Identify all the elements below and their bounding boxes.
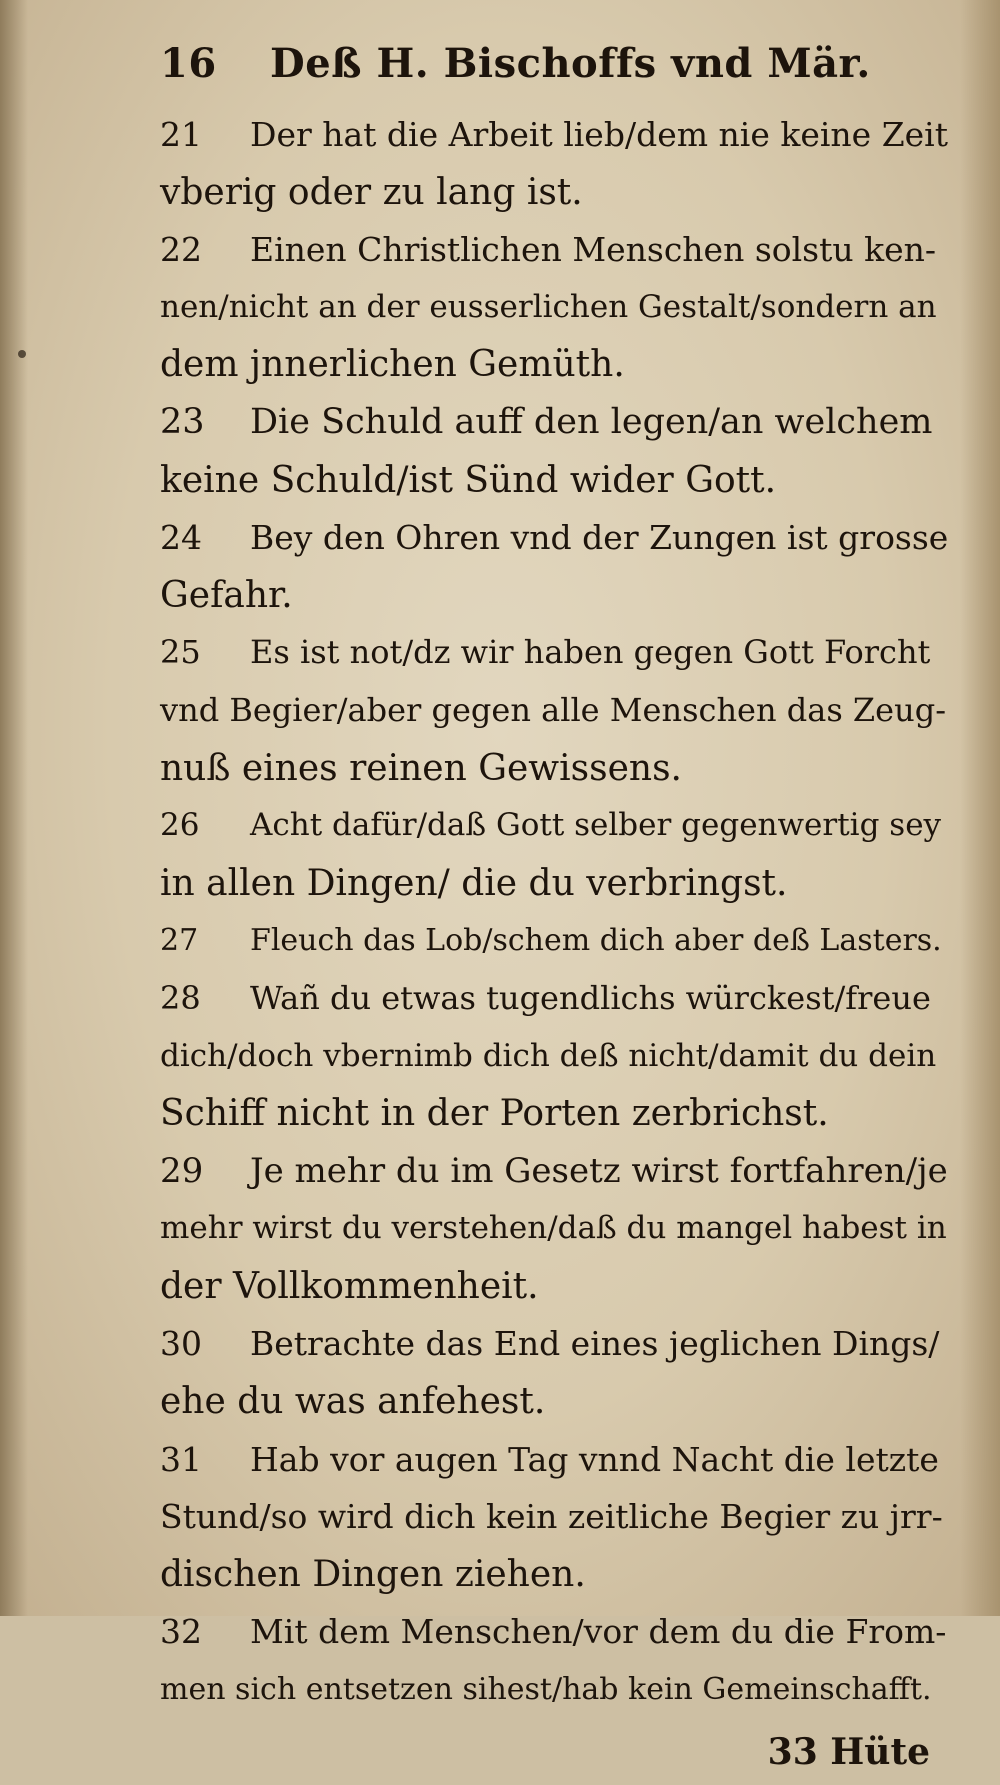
text-line: [160, 1546, 950, 1604]
text-line: [160, 1603, 950, 1661]
text-line: [160, 682, 950, 740]
entry-text: mehr wirst du verstehen/daß du mangel habest in: [160, 1210, 947, 1247]
entry-number: 32: [160, 1612, 202, 1652]
entry-text: Es ist not/dz wir haben gegen Gott Forcht: [250, 633, 931, 672]
entry-number: 24: [160, 518, 202, 558]
text-line: [160, 1315, 950, 1373]
entry-text: in allen Dingen/ die du verbringst.: [160, 862, 788, 904]
text-line: [160, 1431, 950, 1489]
page-header: [160, 40, 950, 106]
entry-text: vberig oder zu lang ist.: [160, 171, 583, 213]
page-edge-shadow-left: [0, 0, 28, 1616]
entry-text: Einen Christlichen Menschen solstu ken-: [250, 230, 937, 270]
entry-text: dischen Dingen ziehen.: [160, 1553, 586, 1595]
page-number: 16: [160, 40, 217, 87]
text-line: [160, 1373, 950, 1431]
entry-text: Acht dafür/daß Gott selber gegenwertig sey: [250, 807, 942, 844]
entry-number: 30: [160, 1324, 202, 1364]
text-line: [160, 797, 950, 855]
entry-text: vnd Begier/aber gegen alle Menschen das Zeug-: [160, 690, 946, 729]
entry-text: Gefahr.: [160, 574, 293, 616]
entry-number: 26: [160, 807, 200, 844]
entry-text: keine Schuld/ist Sünd wider Gott.: [160, 459, 777, 501]
text-line: [160, 740, 950, 798]
text-line: [160, 1028, 950, 1086]
entry-text: Mit dem Menschen/vor dem du die From-: [250, 1612, 947, 1652]
text-line: [160, 1200, 950, 1258]
entry-number: 25: [160, 633, 201, 672]
entry-number: 31: [160, 1439, 202, 1479]
entry-text: ehe du was anfehest.: [160, 1381, 546, 1423]
entry-list: [160, 106, 950, 1719]
entry-text: nuß eines reinen Gewissens.: [160, 747, 682, 789]
entry-text: nen/nicht an der eusserlichen Gestalt/sondern an: [160, 288, 937, 325]
entry-text: Wañ du etwas tugendlichs würckest/freue: [250, 978, 931, 1017]
entry-text: Hab vor augen Tag vnnd Nacht die letzte: [250, 1439, 939, 1479]
running-title: Deß H. Bischoffs vnd Mär.: [270, 40, 871, 87]
text-line: [160, 567, 950, 625]
entry-number: 29: [160, 1150, 204, 1191]
entry-text: Schiff nicht in der Porten zerbrichst.: [160, 1093, 829, 1135]
entry-text: Fleuch das Lob/schem dich aber deß Lasters.: [250, 923, 942, 959]
entry-number: 27: [160, 923, 199, 959]
entry-text: Stund/so wird dich kein zeitliche Begier zu jrr-: [160, 1497, 943, 1537]
text-line: [160, 1143, 950, 1201]
text-line: [160, 394, 950, 452]
entry-text: dem jnnerlichen Gemüth.: [160, 344, 625, 386]
text-line: [160, 336, 950, 394]
entry-text: Je mehr du im Gesetz wirst fortfahren/je: [250, 1150, 948, 1191]
entry-text: dich/doch vbernimb dich deß nicht/damit du dein: [160, 1037, 937, 1074]
entry-text: Der hat die Arbeit lieb/dem nie keine Zeit: [250, 115, 948, 154]
text-line: [160, 1085, 950, 1143]
text-line: [160, 1661, 950, 1719]
ink-spot: [18, 350, 26, 358]
text-block: [160, 40, 950, 1785]
text-line: [160, 1488, 950, 1546]
entry-number: 22: [160, 230, 202, 270]
entry-number: 23: [160, 401, 205, 442]
text-line: [160, 509, 950, 567]
text-line: [160, 164, 950, 222]
text-line: [160, 1258, 950, 1316]
text-line: [160, 970, 950, 1028]
catchword: 33 Hüte: [767, 1730, 930, 1773]
text-line: [160, 624, 950, 682]
text-line: [160, 106, 950, 164]
text-line: [160, 221, 950, 279]
entry-text: men sich entsetzen sihest/hab kein Gemeinschafft.: [160, 1672, 932, 1708]
entry-number: 21: [160, 115, 202, 154]
entry-text: Betrachte das End eines jeglichen Dings/: [250, 1324, 940, 1364]
entry-number: 28: [160, 978, 201, 1017]
entry-text: Bey den Ohren vnd der Zungen ist grosse: [250, 518, 949, 558]
text-line: [160, 855, 950, 913]
page-edge-shadow-right: [960, 0, 1000, 1616]
entry-text: Die Schuld auff den legen/an welchem: [250, 401, 933, 442]
text-line: [160, 452, 950, 510]
text-line: [160, 279, 950, 337]
text-line: [160, 912, 950, 970]
entry-text: der Vollkommenheit.: [160, 1265, 539, 1307]
